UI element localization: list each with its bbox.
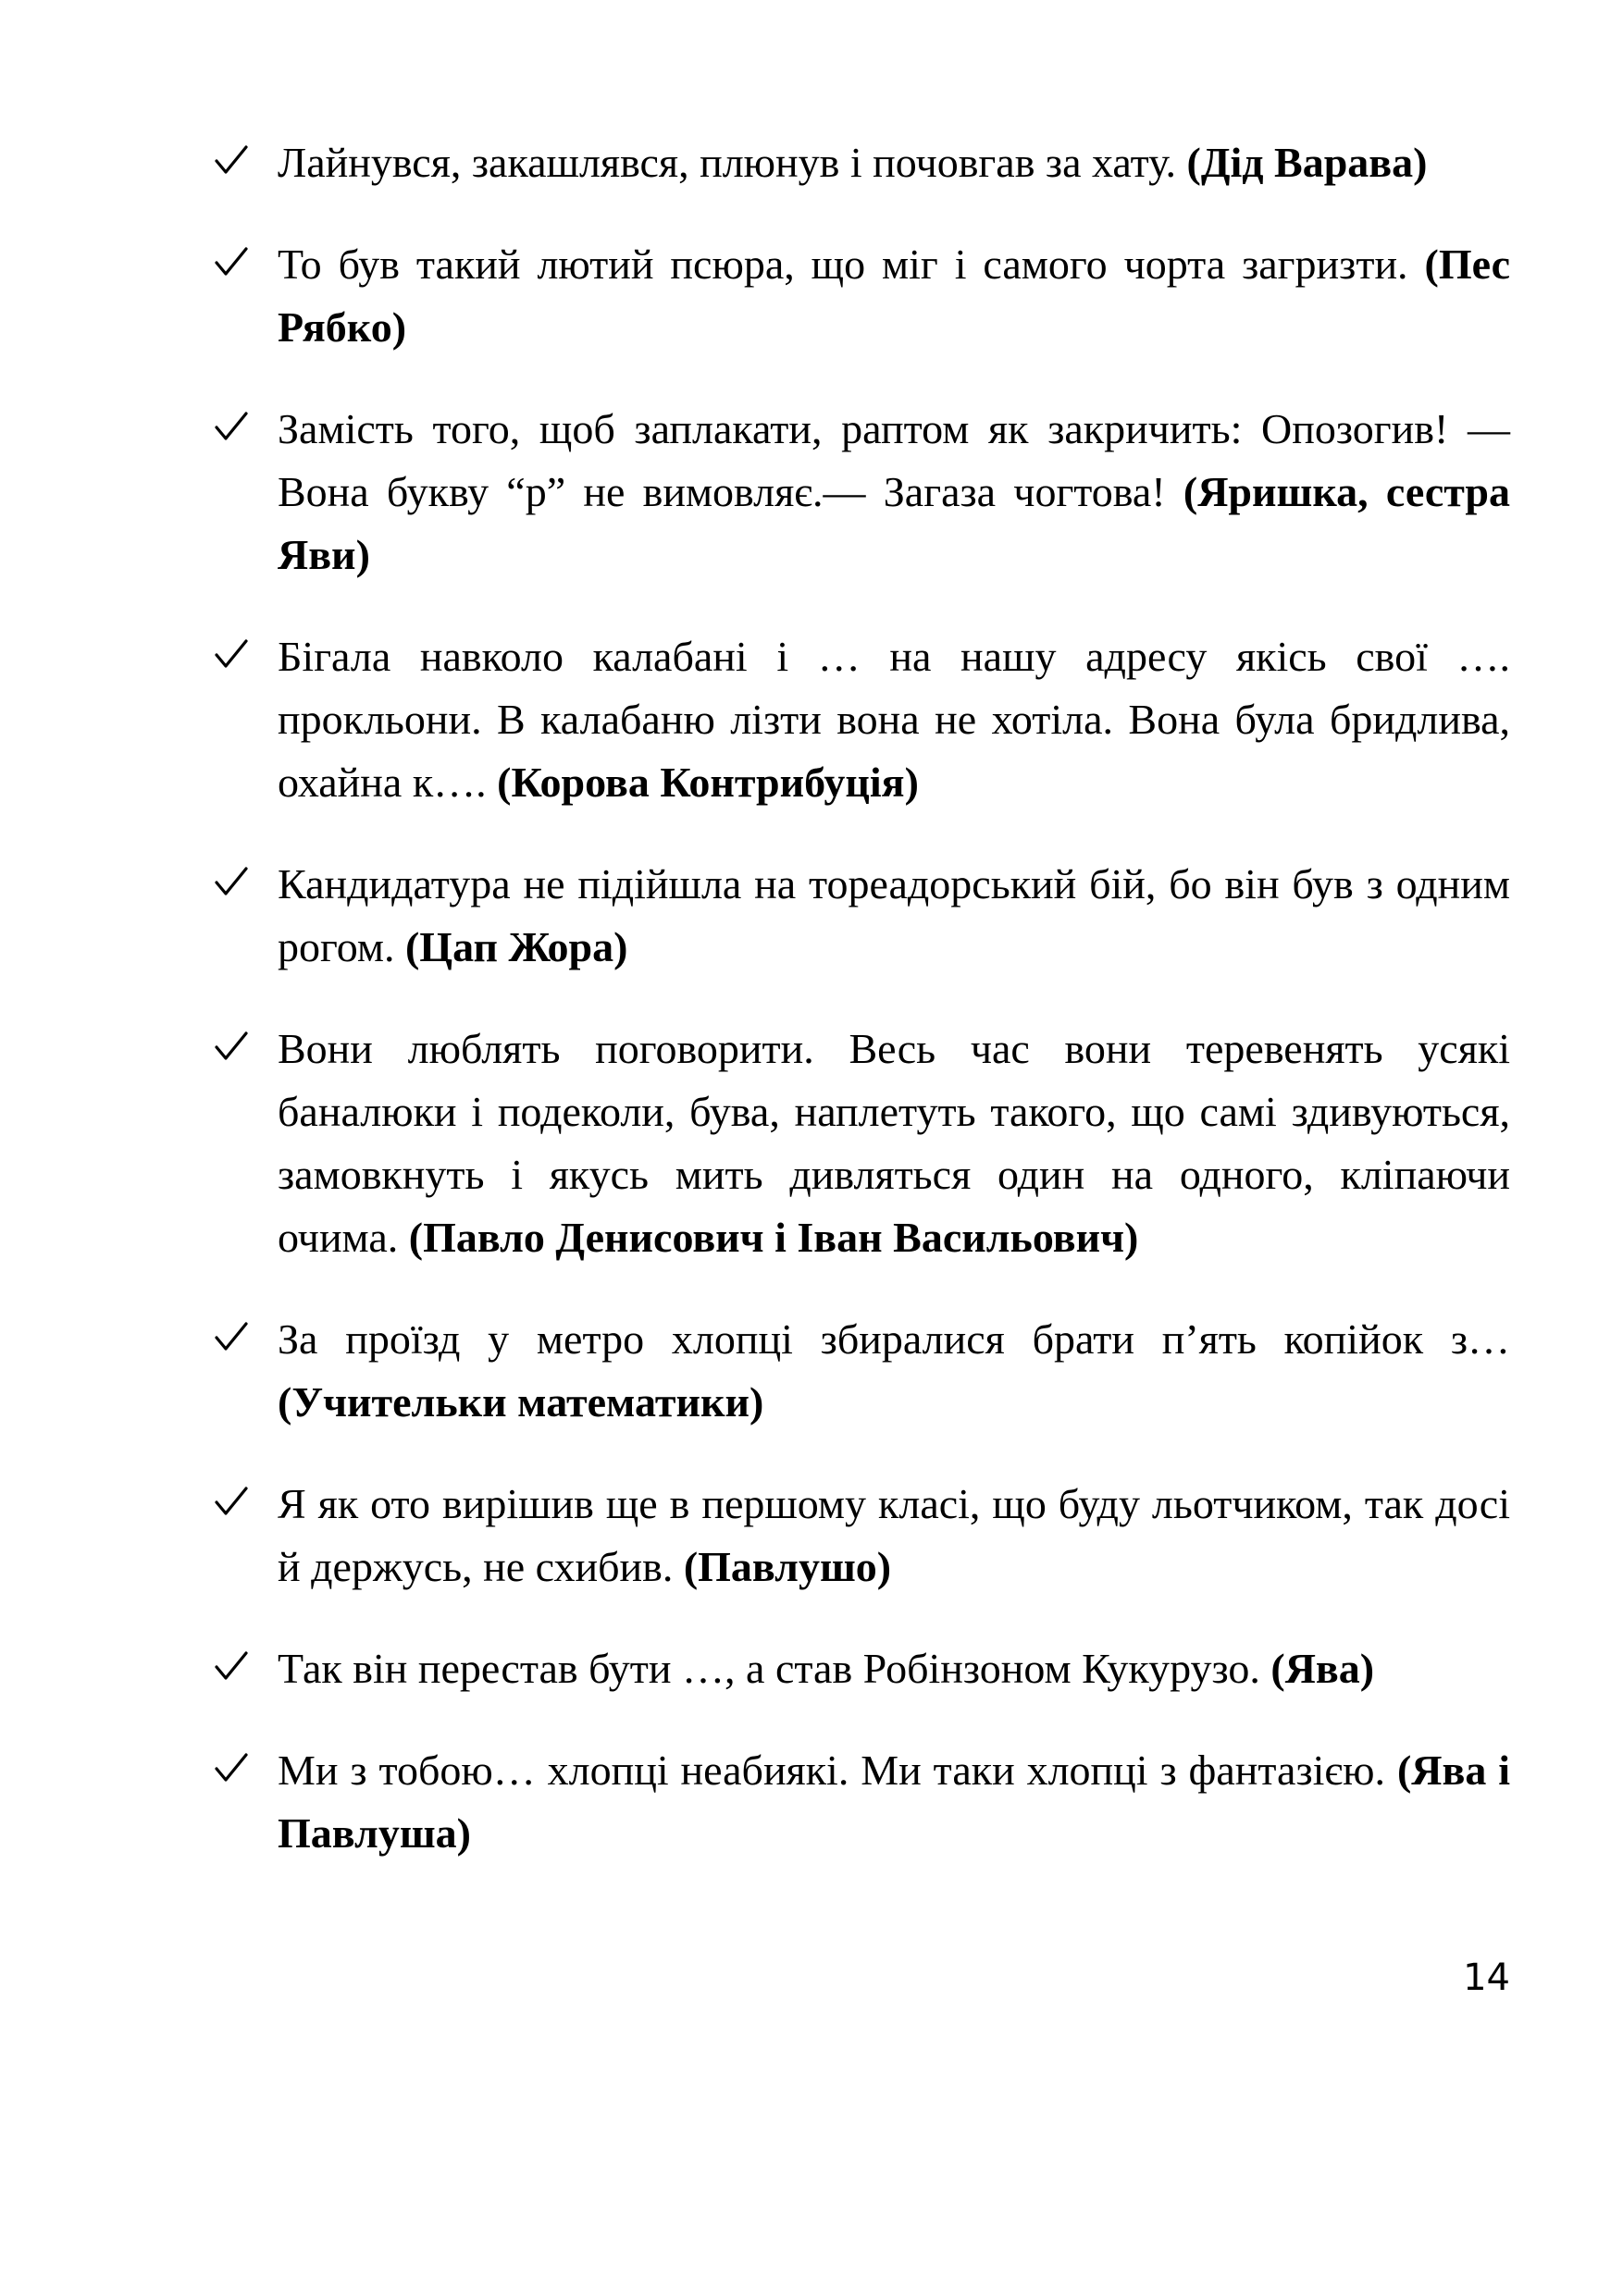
checkmark-icon <box>215 1739 252 1802</box>
quote-item-3 <box>215 398 1510 586</box>
quote-item-8 <box>215 1473 1510 1599</box>
quote-item-1 <box>215 131 1510 194</box>
checkmark-icon <box>215 1308 252 1371</box>
checkmark-icon <box>215 625 252 688</box>
quote-answer: (Павло Денисович і Іван Васильович) <box>408 1214 1139 1261</box>
quote-item-6 <box>215 1018 1510 1269</box>
quote-item-2 <box>215 233 1510 359</box>
quote-text: Я як ото вирішив ще в першому класі, що буду льотчиком, так досі й держусь, не схибив. <box>278 1480 1510 1590</box>
checkmark-icon <box>215 398 252 461</box>
quote-text: Кандидатура не підійшла на тореадорський бій, бо він був з одним рогом. <box>278 860 1510 970</box>
quote-item-9 <box>215 1637 1510 1700</box>
quote-text: Вони люблять поговорити. Весь час вони теревенять усякі баналюки і подеколи, бува, наплетуть такого, що самі здивуються, замовкнуть і якусь мить дивляться один на одного, кліпаючи очима. <box>278 1025 1510 1261</box>
quote-answer: (Учительки математики) <box>278 1378 764 1426</box>
checkmark-icon <box>215 1473 252 1536</box>
quote-answer: (Павлушо) <box>683 1543 892 1590</box>
quote-answer: (Ява) <box>1270 1645 1375 1692</box>
quote-answer: (Пес Рябко) <box>278 241 1510 351</box>
quote-item-4 <box>215 625 1510 814</box>
checkmark-icon <box>215 233 252 296</box>
checkmark-icon <box>215 1018 252 1080</box>
checkmark-icon <box>215 1637 252 1700</box>
quote-answer: (Дід Варава) <box>1186 139 1428 186</box>
quote-answer: (Цап Жора) <box>404 923 628 970</box>
checkmark-icon <box>215 853 252 916</box>
quote-text: То був такий лютий псюра, що міг і самого чорта загризти. <box>278 241 1425 288</box>
quote-text: Бігала навколо калабані і … на нашу адресу якісь свої …. прокльони. В калабаню лізти вона не хотіла. Вона була бридлива, охайна к…. <box>278 633 1510 806</box>
quote-text: Ми з тобою… хлопці неабиякі. Ми таки хлопці з фантазією. <box>278 1747 1397 1794</box>
quote-answer: (Ява і Павлуша) <box>278 1747 1510 1857</box>
quote-text: Так він перестав бути …, а став Робінзоном Кукурузо. <box>278 1645 1271 1692</box>
quote-answer: (Корова Контрибуція) <box>497 759 919 806</box>
quote-list <box>215 131 1510 1904</box>
checkmark-icon <box>215 131 252 194</box>
quote-text: Замість того, щоб заплакати, раптом як закричить: Опозогив! — Вона букву “р” не вимовляє.— Загаза чогтова! <box>278 405 1510 515</box>
quote-item-7 <box>215 1308 1510 1434</box>
quote-text: За проїзд у метро хлопці збиралися брати п’ять копійок з… <box>278 1315 1510 1363</box>
quote-item-5 <box>215 853 1510 979</box>
page-number: 14 <box>1463 1957 1510 1999</box>
quote-answer: (Яришка, сестра Яви) <box>278 468 1510 578</box>
quote-item-10 <box>215 1739 1510 1865</box>
quote-text: Лайнувся, закашлявся, плюнув і почовгав за хату. <box>278 139 1187 186</box>
